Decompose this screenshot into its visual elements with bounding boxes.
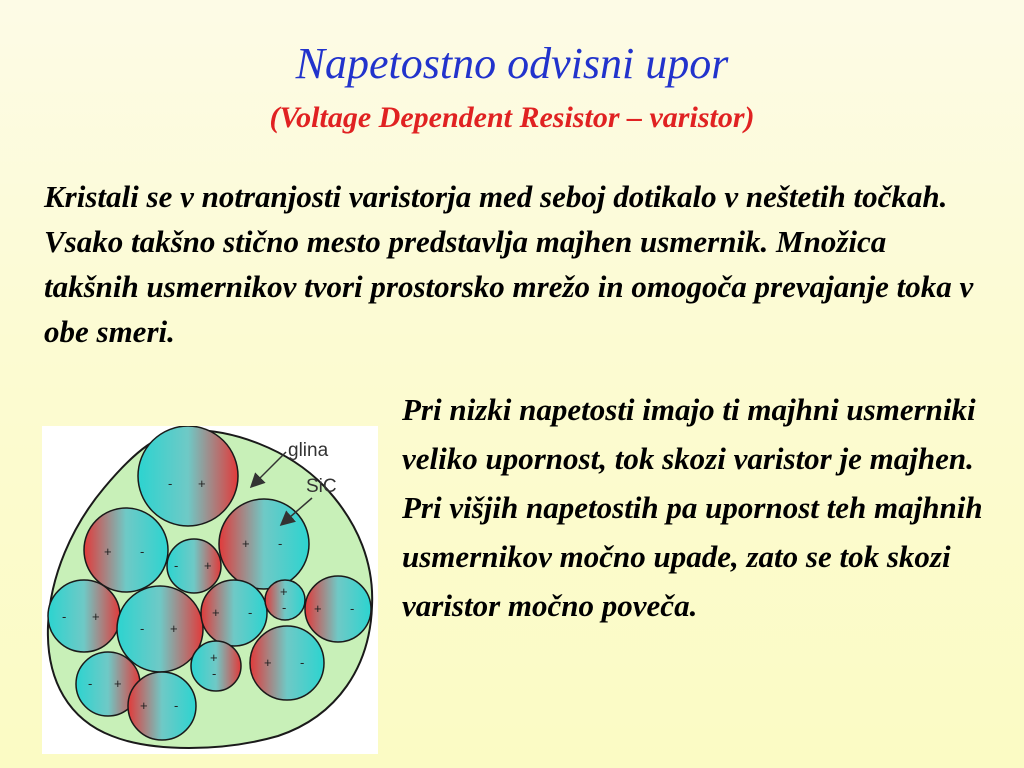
paragraph-crystals: Kristali se v notranjosti varistorja med seboj dotikalo v neštetih točkah. Vsako takšno stično mesto predstavlja majhen usmernik. Množica takšnih usmernikov tvori prostorsko mrežo in omogoča prevajanje toka v obe smeri. <box>44 179 974 349</box>
grain-5 <box>48 580 120 652</box>
grain-sign-plus: + <box>170 621 178 636</box>
grain-sign-minus: - <box>300 655 305 670</box>
grain-sign-minus: - <box>174 698 179 713</box>
grain-8 <box>265 580 305 620</box>
grain-sign-minus: - <box>62 609 67 624</box>
grain-sign-minus: - <box>212 666 217 681</box>
grain-sign-minus: - <box>350 601 355 616</box>
grain-9 <box>305 576 371 642</box>
slide-subtitle: (Voltage Dependent Resistor – varistor) <box>269 101 755 134</box>
grain-sign-minus: - <box>174 558 179 573</box>
grain-sign-minus: - <box>140 621 145 636</box>
grain-sign-minus: - <box>168 476 173 491</box>
grain-sign-plus: + <box>264 655 272 670</box>
grain-sign-plus: + <box>204 558 212 573</box>
grain-sign-minus: - <box>278 536 283 551</box>
grain-sign-minus: - <box>140 544 145 559</box>
grain-11 <box>191 641 241 691</box>
label-clay: glina <box>288 440 329 461</box>
grain-sign-minus: - <box>248 605 253 620</box>
grain-12 <box>250 626 324 700</box>
grain-2 <box>84 508 168 592</box>
slide-title: Napetostno odvisni upor <box>295 39 729 88</box>
grain-sign-plus: + <box>280 584 288 599</box>
grain-sign-minus: - <box>282 600 287 615</box>
grain-sign-plus: + <box>114 676 122 691</box>
grain-sign-plus: + <box>210 650 218 665</box>
grain-sign-minus: - <box>88 676 93 691</box>
grain-sign-plus: + <box>242 536 250 551</box>
paragraph-voltage: Pri nizki napetosti imajo ti majhni usmerniki veliko upornost, tok skozi varistor je majhen. Pri višjih napetostih pa upornost teh majhnih usmernikov močno upade, zato se tok skozi varistor močno poveča. <box>402 392 983 623</box>
grain-1 <box>138 426 238 526</box>
varistor-diagram-svg <box>42 426 378 754</box>
grain-7 <box>201 580 267 646</box>
grain-13 <box>128 672 196 740</box>
grain-sign-plus: + <box>104 544 112 559</box>
grain-sign-plus: + <box>314 601 322 616</box>
label-sic: SiC <box>306 476 337 497</box>
grain-6 <box>117 586 203 672</box>
grain-3 <box>167 539 221 593</box>
grain-sign-plus: + <box>198 476 206 491</box>
grain-sign-plus: + <box>92 609 100 624</box>
grain-sign-plus: + <box>212 605 220 620</box>
varistor-structure-diagram <box>42 426 378 754</box>
grain-sign-plus: + <box>140 698 148 713</box>
